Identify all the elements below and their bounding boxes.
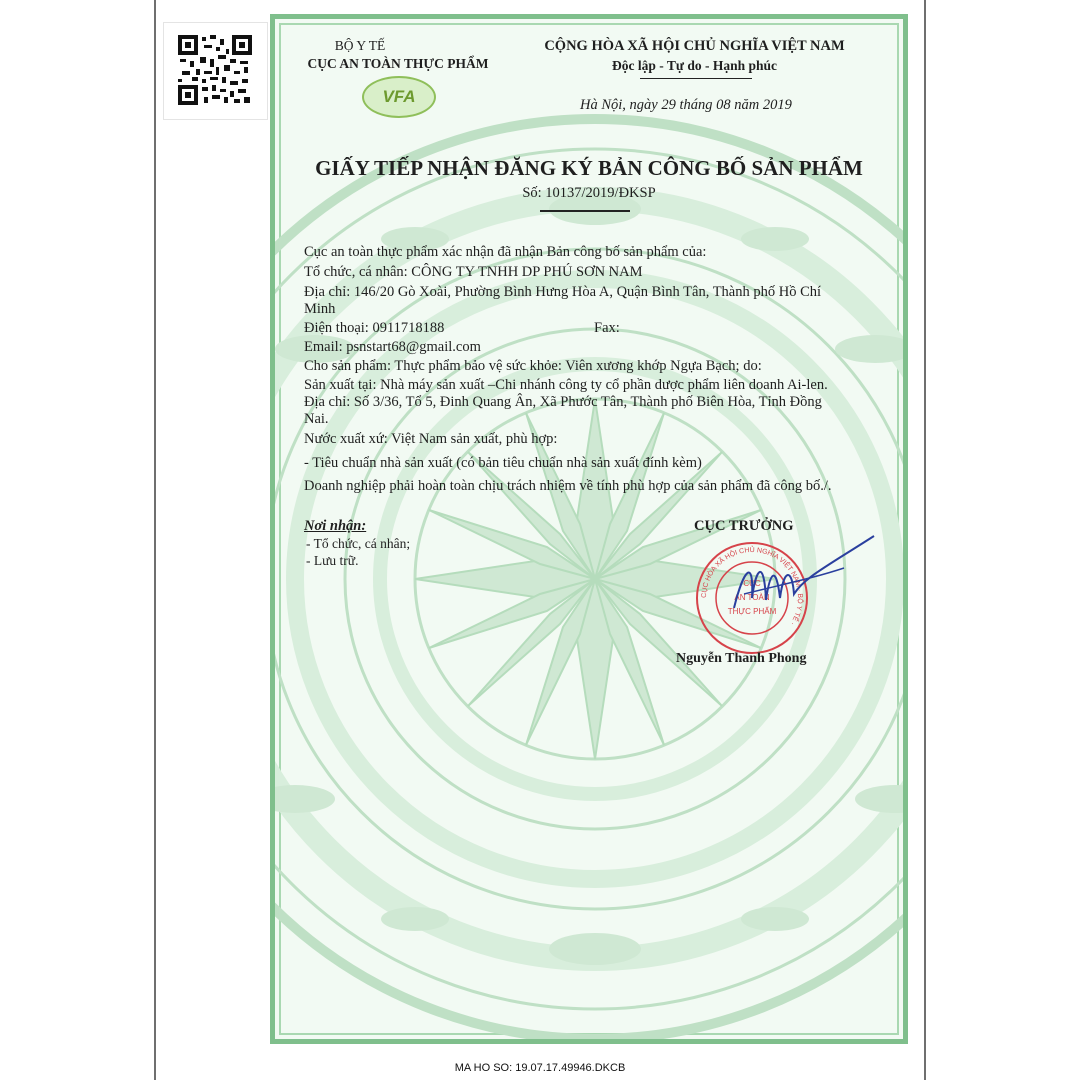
agency-name: CỤC AN TOÀN THỰC PHẨM [307, 56, 489, 71]
vfa-logo-text: VFA [382, 87, 416, 106]
recipient-item-1: - Tổ chức, cá nhân; [306, 536, 411, 551]
stamp-inner-line-2: AN TOÀN [734, 593, 770, 602]
page-left-edge [154, 0, 156, 1080]
handwritten-signature [724, 528, 884, 618]
signer-title: CỤC TRƯỞNG [694, 518, 794, 534]
vfa-logo [362, 76, 436, 118]
email-line: Email: psnstart68@gmail.com [304, 339, 481, 355]
ministry-name: BỘ Y TẾ [334, 38, 386, 53]
stamp-ring-text: CỤC HÒA XÃ HỘI CHỦ NGHĨA VIỆT NAM · BỘ Y TẾ · [700, 546, 804, 627]
qr-code-pattern [178, 35, 252, 105]
national-motto: Độc lập - Tự do - Hạnh phúc [611, 58, 778, 73]
standard-line: - Tiêu chuẩn nhà sản xuất (có bản tiêu chuẩn nhà sản xuất đính kèm) [304, 455, 702, 471]
stamp-inner-line-3: THỰC PHẨM [727, 607, 777, 616]
document-number: Số: 10137/2019/ĐKSP [522, 185, 656, 201]
title-underline [540, 210, 630, 212]
producer-address-line-1: Địa chỉ: Số 3/36, Tổ 5, Đinh Quang Ân, Xã Phước Tân, Thành phố Biên Hòa, Tỉnh Đồng [304, 394, 822, 410]
producer-line: Sản xuất tại: Nhà máy sản xuất –Chi nhánh công ty cổ phần dược phẩm liên doanh Ai-len. [304, 377, 828, 393]
intro-line: Cục an toàn thực phẩm xác nhận đã nhận Bản công bố sản phẩm của: [304, 244, 707, 260]
recipient-item-2: - Lưu trữ. [306, 553, 359, 568]
recipients-heading: Nơi nhận: [304, 518, 367, 534]
signer-name: Nguyễn Thanh Phong [676, 651, 807, 666]
qr-code [163, 22, 268, 120]
issue-date: Hà Nội, ngày 29 tháng 08 năm 2019 [580, 97, 792, 113]
motto-underline [640, 78, 752, 79]
origin-line: Nước xuất xứ: Việt Nam sản xuất, phù hợp: [304, 431, 558, 447]
page-right-edge [924, 0, 926, 1080]
stamp-inner-line-1: CỤC [743, 579, 761, 588]
address-line-1: Địa chỉ: 146/20 Gò Xoài, Phường Bình Hưng Hòa A, Quận Bình Tân, Thành phố Hồ Chí [304, 284, 822, 300]
phone-line: Điện thoại: 0911718188 [304, 320, 445, 336]
organization-line: Tổ chức, cá nhân: CÔNG TY TNHH DP PHÚ SƠN NAM [304, 264, 643, 280]
national-title: CỘNG HÒA XÃ HỘI CHỦ NGHĨA VIỆT NAM [544, 38, 845, 54]
responsibility-line: Doanh nghiệp phải hoàn toàn chịu trách nhiệm về tính phù hợp của sản phẩm đã công bố./. [304, 478, 832, 494]
fax-line: Fax: [594, 320, 620, 336]
address-line-2: Minh [304, 301, 336, 317]
dossier-code: MA HO SO: 19.07.17.49946.DKCB [454, 1062, 626, 1074]
producer-address-line-2: Nai. [304, 411, 329, 427]
product-line: Cho sản phẩm: Thực phẩm bảo vệ sức khỏe: Viên xương khớp Ngựa Bạch; do: [304, 358, 762, 374]
document-title: GIẤY TIẾP NHẬN ĐĂNG KÝ BẢN CÔNG BỐ SẢN PHẨM [315, 156, 863, 180]
